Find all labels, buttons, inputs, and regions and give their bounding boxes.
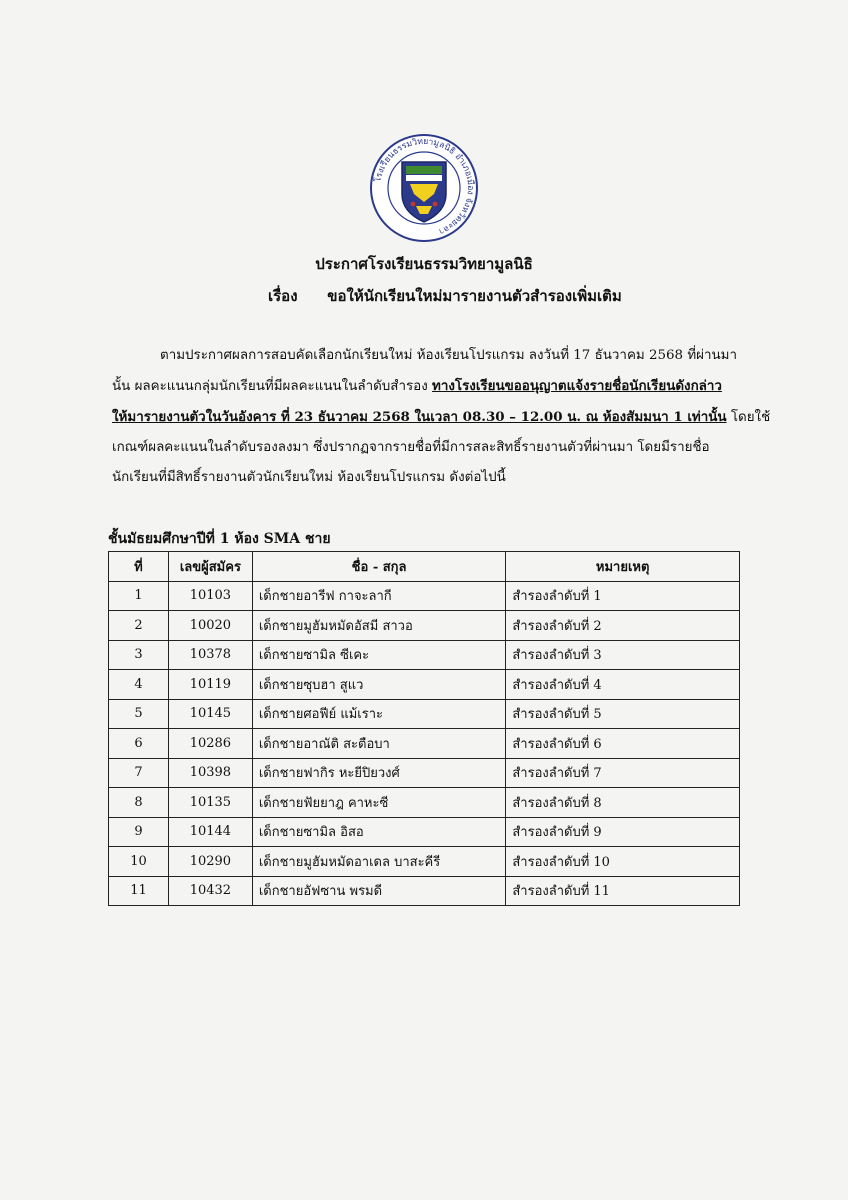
cell-applicant-id: 10286 — [168, 729, 252, 759]
cell-applicant-id: 10290 — [168, 847, 252, 877]
cell-remark: สำรองลำดับที่ 7 — [506, 758, 740, 788]
cell-applicant-id: 10144 — [168, 817, 252, 847]
school-logo — [368, 132, 480, 244]
cell-remark: สำรองลำดับที่ 8 — [506, 788, 740, 818]
cell-number: 7 — [109, 758, 169, 788]
cell-number: 4 — [109, 670, 169, 700]
table-row — [109, 670, 740, 700]
logo-dot-red — [411, 202, 416, 207]
class-heading: ชั้นมัธยมศึกษาปีที่ 1 ห้อง SMA ชาย — [108, 531, 331, 547]
cell-number: 5 — [109, 699, 169, 729]
table-row — [109, 847, 740, 877]
table-row — [109, 611, 740, 641]
cell-number: 8 — [109, 788, 169, 818]
cell-number: 3 — [109, 640, 169, 670]
table-row — [109, 788, 740, 818]
cell-remark: สำรองลำดับที่ 11 — [506, 876, 740, 906]
header-name: ชื่อ - สกุล — [252, 552, 506, 582]
cell-name: เด็กชายอาณัติ สะตือบา — [252, 729, 506, 759]
cell-number: 1 — [109, 581, 169, 611]
cell-number: 9 — [109, 817, 169, 847]
cell-name: เด็กชายซามิล ซีเคะ — [252, 640, 506, 670]
body-paragraph — [112, 341, 771, 493]
body-line-3 — [112, 402, 771, 433]
cell-remark: สำรองลำดับที่ 10 — [506, 847, 740, 877]
cell-remark: สำรองลำดับที่ 5 — [506, 699, 740, 729]
cell-name: เด็กชายอัฟซาน พรมดี — [252, 876, 506, 906]
header-applicant-id: เลขผู้สมัคร — [168, 552, 252, 582]
cell-remark: สำรองลำดับที่ 9 — [506, 817, 740, 847]
cell-remark: สำรองลำดับที่ 1 — [506, 581, 740, 611]
body-line-3-plain: โดยใช้ — [730, 410, 771, 425]
cell-number: 10 — [109, 847, 169, 877]
cell-applicant-id: 10398 — [168, 758, 252, 788]
cell-name: เด็กชายศอฟีย์ แม้เราะ — [252, 699, 506, 729]
subject-label: เรื่อง — [268, 287, 298, 305]
table-row — [109, 876, 740, 906]
header-remark: หมายเหตุ — [506, 552, 740, 582]
cell-applicant-id: 10020 — [168, 611, 252, 641]
cell-applicant-id: 10378 — [168, 640, 252, 670]
header-number: ที่ — [109, 552, 169, 582]
logo-dot-red-2 — [433, 202, 438, 207]
body-line-3-emphasis: ให้มารายงานตัวในวันอังคาร ที่ 23 ธันวาคม 2568 ในเวลา 08.30 – 12.00 น. ณ ห้องสัมมนา 1 เท่านั้น — [112, 409, 727, 425]
cell-name: เด็กชายฟัยยาฎ คาหะซี — [252, 788, 506, 818]
body-line-2-emphasis: ทางโรงเรียนขออนุญาตแจ้งรายชื่อนักเรียนดังกล่าว — [432, 378, 722, 394]
cell-name: เด็กชายซามิล อิสอ — [252, 817, 506, 847]
cell-name: เด็กชายมูฮัมหมัดอัสมี สาวอ — [252, 611, 506, 641]
cell-applicant-id: 10119 — [168, 670, 252, 700]
body-line-4: เกณฑ์ผลคะแนนในลำดับรองลงมา ซึ่งปรากฏจากรายชื่อที่มีการสละสิทธิ์รายงานตัวที่ผ่านมา โดยมีรายชื่อ — [112, 440, 710, 455]
cell-applicant-id: 10135 — [168, 788, 252, 818]
cell-number: 2 — [109, 611, 169, 641]
cell-remark: สำรองลำดับที่ 6 — [506, 729, 740, 759]
cell-name: เด็กชายซุบฮา สูแว — [252, 670, 506, 700]
logo-banner — [406, 175, 442, 181]
announcement-title: ประกาศโรงเรียนธรรมวิทยามูลนิธิ — [315, 255, 533, 273]
body-line-5: นักเรียนที่มีสิทธิ์รายงานตัวนักเรียนใหม่ ห้องเรียนโปรแกรม ดังต่อไปนี้ — [112, 470, 506, 485]
logo-ring-text: โรงเรียนธรรมวิทยามูลนิธิ อำเภอเมือง จังหวัดยะลา — [373, 136, 476, 237]
cell-applicant-id: 10432 — [168, 876, 252, 906]
cell-name: เด็กชายฟากิร หะยีปิยวงศ์ — [252, 758, 506, 788]
table-row — [109, 729, 740, 759]
table-header-row — [109, 552, 740, 582]
cell-name: เด็กชายมูฮัมหมัดอาเดล บาสะคีรี — [252, 847, 506, 877]
table-row — [109, 581, 740, 611]
cell-remark: สำรองลำดับที่ 3 — [506, 640, 740, 670]
table-row — [109, 758, 740, 788]
table-row — [109, 699, 740, 729]
body-line-1: ตามประกาศผลการสอบคัดเลือกนักเรียนใหม่ ห้องเรียนโปรแกรม ลงวันที่ 17 ธันวาคม 2568 ที่ผ่านมา — [160, 348, 738, 363]
cell-number: 6 — [109, 729, 169, 759]
subject-text: ขอให้นักเรียนใหม่มารายงานตัวสำรองเพิ่มเติม — [327, 287, 622, 305]
announcement-subject — [268, 286, 622, 306]
table-row — [109, 817, 740, 847]
cell-applicant-id: 10103 — [168, 581, 252, 611]
table-row — [109, 640, 740, 670]
cell-number: 11 — [109, 876, 169, 906]
body-line-2-plain: นั้น ผลคะแนนกลุ่มนักเรียนที่มีผลคะแนนในลำดับสำรอง — [112, 379, 428, 394]
logo-green-band — [406, 166, 442, 174]
cell-remark: สำรองลำดับที่ 4 — [506, 670, 740, 700]
cell-name: เด็กชายอารีฟ กาจะลากี — [252, 581, 506, 611]
cell-remark: สำรองลำดับที่ 2 — [506, 611, 740, 641]
cell-applicant-id: 10145 — [168, 699, 252, 729]
body-line-2 — [112, 371, 742, 402]
reserve-student-table — [108, 551, 740, 906]
